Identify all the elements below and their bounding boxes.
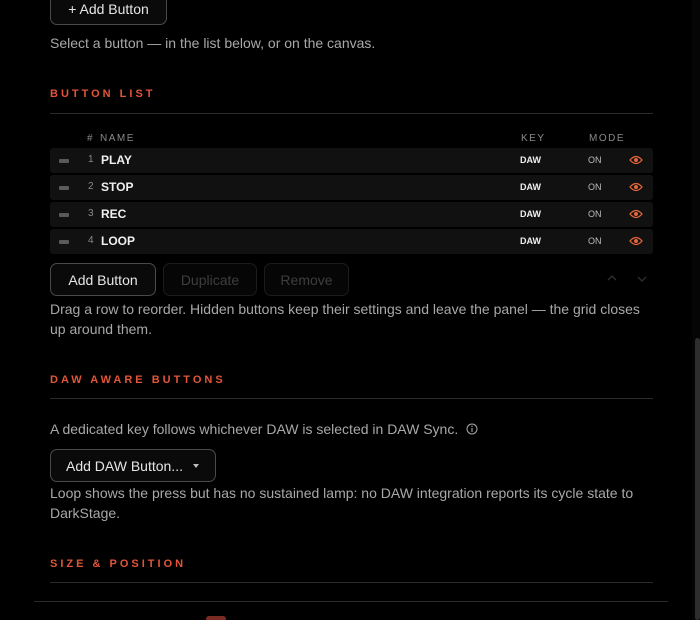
row-name: REC bbox=[101, 207, 127, 221]
row-key: DAW bbox=[520, 155, 541, 165]
bottom-panel-edge bbox=[34, 601, 668, 602]
remove-button-label: Remove bbox=[280, 271, 333, 288]
drag-handle-icon[interactable] bbox=[59, 213, 69, 217]
info-icon[interactable] bbox=[466, 423, 478, 435]
row-key: DAW bbox=[520, 236, 541, 246]
col-key: KEY bbox=[521, 133, 546, 144]
row-mode: ON bbox=[588, 182, 602, 192]
col-num: # bbox=[87, 133, 95, 144]
caret-down-icon bbox=[192, 463, 200, 469]
row-key: DAW bbox=[520, 182, 541, 192]
chevron-down-icon[interactable] bbox=[636, 275, 648, 283]
top-add-button[interactable] bbox=[50, 0, 167, 25]
table-row[interactable] bbox=[50, 202, 653, 227]
top-add-button-label: + Add Button bbox=[68, 0, 149, 17]
size-position-divider bbox=[50, 582, 653, 583]
daw-aware-description bbox=[50, 419, 478, 439]
row-number: 3 bbox=[88, 208, 94, 219]
loop-note: Loop shows the press but has no sustained lamp: no DAW integration reports its cycle state to DarkStage. bbox=[50, 485, 634, 521]
row-number: 4 bbox=[88, 235, 94, 246]
eye-icon[interactable] bbox=[629, 154, 643, 166]
duplicate-button[interactable] bbox=[163, 263, 257, 296]
row-name: STOP bbox=[101, 180, 134, 194]
select-hint: Select a button — in the list below, or on the canvas. bbox=[50, 35, 376, 51]
scrollbar-thumb[interactable] bbox=[695, 338, 700, 620]
table-row[interactable] bbox=[50, 175, 653, 200]
bottom-accent-mark bbox=[206, 616, 226, 620]
row-mode: ON bbox=[588, 155, 602, 165]
row-key: DAW bbox=[520, 209, 541, 219]
eye-icon[interactable] bbox=[629, 181, 643, 193]
remove-button[interactable] bbox=[264, 263, 349, 296]
daw-aware-title: DAW AWARE BUTTONS bbox=[50, 374, 226, 386]
button-list-title: BUTTON LIST bbox=[50, 88, 156, 100]
table-row[interactable] bbox=[50, 148, 653, 173]
col-mode: MODE bbox=[589, 133, 625, 144]
add-daw-button-label: Add DAW Button... bbox=[66, 457, 183, 474]
add-button-label: Add Button bbox=[68, 271, 138, 288]
drag-handle-icon[interactable] bbox=[59, 186, 69, 190]
size-position-title: SIZE & POSITION bbox=[50, 558, 187, 570]
reorder-hint: Drag a row to reorder. Hidden buttons keep their settings and leave the panel — the grid closes up around them. bbox=[50, 301, 640, 337]
duplicate-button-label: Duplicate bbox=[180, 271, 240, 288]
add-daw-button[interactable] bbox=[50, 449, 216, 482]
daw-aware-description-text: A dedicated key follows whichever DAW is selected in DAW Sync. bbox=[50, 421, 459, 437]
add-button[interactable] bbox=[50, 263, 156, 296]
table-row[interactable] bbox=[50, 229, 653, 254]
eye-icon[interactable] bbox=[629, 208, 643, 220]
row-number: 1 bbox=[88, 154, 94, 165]
button-list-divider bbox=[50, 113, 653, 114]
row-mode: ON bbox=[588, 209, 602, 219]
chevron-up-icon[interactable] bbox=[606, 274, 618, 282]
row-name: LOOP bbox=[101, 234, 136, 248]
drag-handle-icon[interactable] bbox=[59, 240, 69, 244]
daw-aware-divider bbox=[50, 398, 653, 399]
row-name: PLAY bbox=[101, 153, 132, 167]
drag-handle-icon[interactable] bbox=[59, 159, 69, 163]
eye-icon[interactable] bbox=[629, 235, 643, 247]
col-name: NAME bbox=[100, 133, 135, 144]
row-mode: ON bbox=[588, 236, 602, 246]
row-number: 2 bbox=[88, 181, 94, 192]
